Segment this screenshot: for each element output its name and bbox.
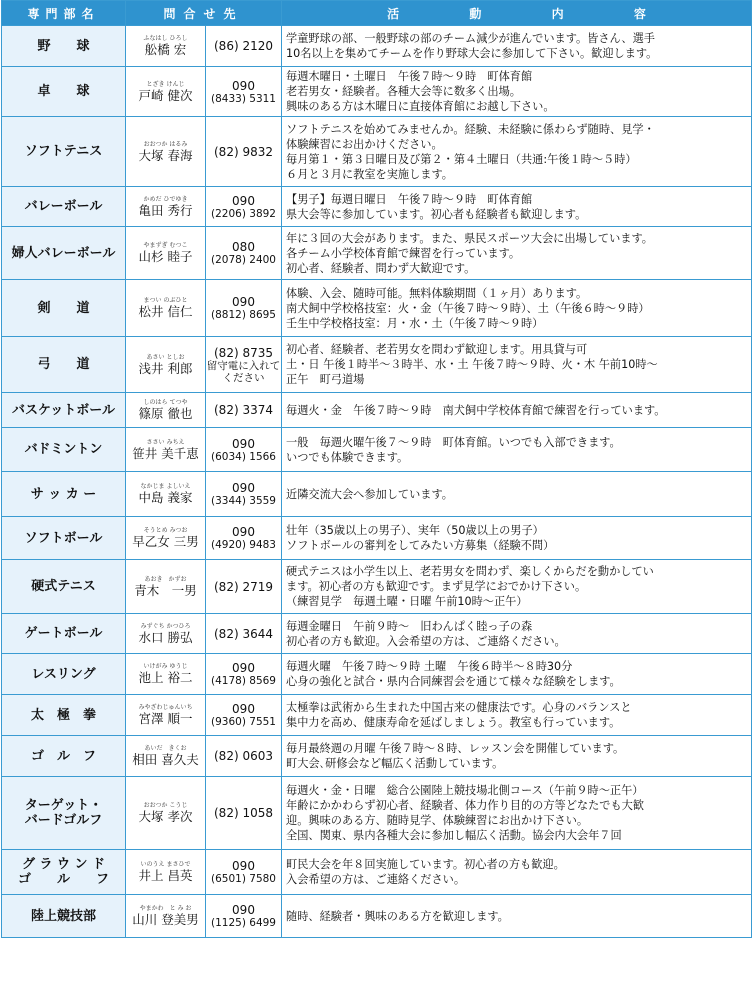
name-reading: やまずぎ むつこ — [143, 242, 188, 249]
phone-number — [206, 472, 282, 517]
activity-line: 正午 町弓道場 — [286, 373, 365, 386]
phone-line-2: (2206) 3892 — [211, 207, 276, 220]
activity-line: 体験、入会、随時可能。無料体験期間（１ヶ月）あります。 — [286, 286, 588, 300]
dept-name: バスケットボール — [2, 393, 126, 428]
activity-line: 土・日 午後１時半〜３時半、水・土 午後７時〜９時、火・木 午前10時〜 — [286, 358, 658, 371]
activity-line: 随時、経験者・興味のある方を歓迎します。 — [286, 909, 509, 923]
table-body — [2, 26, 752, 938]
phone-number — [206, 654, 282, 695]
header-activity — [282, 1, 752, 26]
dept-name: 弓 道 — [2, 337, 126, 393]
phone-line-1: (82) 2719 — [214, 579, 273, 594]
contact-person — [126, 26, 206, 67]
phone-number — [206, 560, 282, 614]
table-row — [2, 117, 752, 187]
contact-person — [126, 654, 206, 695]
contact-person — [126, 187, 206, 227]
activity-details — [282, 26, 752, 67]
contact-person — [126, 117, 206, 187]
name-reading: ささい みちえ — [146, 438, 185, 446]
contact-name: 篠原 徹也 — [138, 406, 193, 421]
table-row — [2, 654, 752, 695]
activity-line: ソフトテニスを始めてみませんか。経験、未経験に係わらず随時、見学・ — [286, 122, 655, 136]
activity-line: 集中力を高め、健康寿命を延ばしましょう。教室も行っています。 — [286, 716, 621, 729]
activity-line: 年齢にかかわらず初心者、経験者、体力作り目的の方等どなたでも大歓 — [286, 799, 645, 812]
phone-number — [206, 26, 282, 67]
activity-line: 老若男女・経験者。各種大会等に数多く出場。 — [286, 85, 521, 98]
dept-name: ソフトボール — [2, 517, 126, 560]
dept-name: 太 極 拳 — [2, 695, 126, 736]
activity-details — [282, 736, 752, 777]
dept-name-line: バードゴルフ — [24, 813, 103, 828]
contact-person — [126, 472, 206, 517]
name-reading: かめだ ひでゆき — [143, 195, 188, 203]
contact-person — [126, 560, 206, 614]
dept-name: レスリング — [2, 654, 126, 695]
activity-line: 心身の強化と試合・県内合同練習会を通じて様々な経験をします。 — [286, 675, 621, 688]
contact-name: 中島 義家 — [138, 490, 193, 505]
name-reading: やまかわ と み お — [139, 905, 192, 912]
table-row — [2, 187, 752, 227]
dept-name: 剣 道 — [2, 280, 126, 337]
dept-name: 婦人バレーボール — [2, 227, 126, 280]
contact-person — [126, 227, 206, 280]
activity-line: 体験練習にお出かけください。 — [286, 137, 443, 151]
contact-name: 大塚 春海 — [138, 147, 193, 163]
activity-line: 初心者、経験者、問わず大歓迎です。 — [286, 261, 476, 275]
phone-number — [206, 337, 282, 393]
phone-line-2: (6501) 7580 — [211, 873, 276, 885]
activity-details — [282, 67, 752, 117]
activity-details — [282, 560, 752, 614]
activity-line: 興味のある方は木曜日に直接体育館にお越し下さい。 — [286, 100, 555, 113]
activity-line: 一般 毎週火曜午後７〜９時 町体育館。いつでも入部できます。 — [286, 435, 621, 449]
phone-line-2: (4178) 8569 — [211, 675, 276, 687]
contact-person — [126, 337, 206, 393]
contact-person — [126, 67, 206, 117]
activity-line: 【男子】毎週日曜日 午後７時〜９時 町体育館 — [286, 192, 533, 206]
phone-line-1: 090 — [232, 193, 255, 208]
activity-details — [282, 614, 752, 654]
activity-line: 南犬飼中学校格技室：火・金（午後７時〜９時）、土（午後６時〜９時） — [286, 301, 650, 315]
dept-name: 陸上競技部 — [2, 895, 126, 938]
phone-line-1: 090 — [232, 702, 255, 716]
activity-details — [282, 895, 752, 938]
header-dept: 専門部名 — [2, 1, 126, 26]
name-reading: しのはら てつや — [143, 399, 188, 406]
name-reading: あおき かずお — [144, 575, 187, 583]
name-reading: あいだ きくお — [144, 745, 187, 752]
name-reading: まつい のぶひと — [143, 297, 188, 304]
contact-name: 水口 勝弘 — [138, 629, 193, 645]
phone-line-1: (82) 3644 — [214, 626, 273, 641]
contact-name: 舩橋 宏 — [144, 42, 187, 57]
phone-line-2: (2078) 2400 — [211, 254, 276, 266]
phone-number — [206, 428, 282, 472]
header-activity-char: 内 — [551, 6, 564, 21]
activity-line: 10名以上を集めてチームを作り野球大会に参加して下さい。歓迎します。 — [286, 47, 658, 60]
activity-line: 入会希望の方は、ご連絡ください。 — [286, 873, 466, 886]
activity-line: 年に３回の大会があります。また、県民スポーツ大会に出場しています。 — [286, 231, 653, 245]
phone-number — [206, 67, 282, 117]
contact-person — [126, 393, 206, 428]
table-row — [2, 337, 752, 393]
dept-name-line: ターゲット・ — [24, 798, 103, 813]
contact-name: 山川 登美男 — [132, 912, 199, 927]
activity-details — [282, 393, 752, 428]
phone-line-1: (82) 3374 — [214, 403, 273, 417]
activity-line: ６月と３月に教室を実施します。 — [286, 167, 453, 181]
contact-name: 井上 昌英 — [138, 868, 193, 883]
activity-line: 初心者の方も歓迎。入会希望の方は、ご連絡ください。 — [286, 634, 566, 648]
activity-details — [282, 280, 752, 337]
activity-line: ます。初心者の方も歓迎です。まず見学におでかけ下さい。 — [286, 580, 587, 593]
contact-name: 松井 信仁 — [138, 304, 193, 319]
name-reading: みやざわじゅんいち — [138, 704, 193, 711]
dept-name: 卓 球 — [2, 67, 126, 117]
header-activity-char: 容 — [633, 6, 646, 21]
name-reading: とざき けんじ — [146, 80, 185, 88]
name-reading: あさい としお — [146, 353, 185, 361]
phone-line-1: 090 — [232, 295, 255, 309]
name-reading: そうとめ みつお — [143, 527, 188, 534]
activity-line: 県大会等に参加しています。初心者も経験者も歓迎します。 — [286, 207, 587, 221]
activity-line: 町民大会を年８回実施しています。初心者の方も歓迎。 — [286, 858, 565, 871]
phone-line-2: (8433) 5311 — [211, 92, 276, 105]
phone-number — [206, 280, 282, 337]
phone-number — [206, 695, 282, 736]
clubs-table — [1, 0, 752, 938]
header-row — [2, 1, 752, 26]
dept-name: サ ッ カ ー — [2, 472, 126, 517]
contact-name: 亀田 秀行 — [138, 202, 193, 218]
table-row — [2, 227, 752, 280]
activity-details — [282, 227, 752, 280]
table-row — [2, 560, 752, 614]
phone-number — [206, 895, 282, 938]
phone-line-1: 090 — [232, 859, 255, 873]
dept-name: バドミントン — [2, 428, 126, 472]
phone-line-1: 090 — [232, 525, 255, 539]
activity-line: 全国、関東、県内各種大会に参加し幅広く活動。協会内大会年７回 — [286, 829, 622, 842]
phone-line-1: (82) 0603 — [214, 749, 273, 763]
table-row — [2, 280, 752, 337]
phone-line-2: 留守電に入れてください — [206, 359, 281, 384]
phone-number — [206, 614, 282, 654]
phone-number — [206, 187, 282, 227]
phone-line-1: 090 — [232, 481, 255, 495]
contact-name: 山杉 睦子 — [138, 249, 193, 264]
table-row — [2, 895, 752, 938]
dept-name: ソフトテニス — [2, 117, 126, 187]
dept-name — [2, 850, 126, 895]
dept-name: ゴ ル フ — [2, 736, 126, 777]
contact-person — [126, 777, 206, 850]
activity-line: 迎。興味のある方、随時見学、体験練習にお出かけ下さい。 — [286, 814, 589, 827]
contact-person — [126, 850, 206, 895]
contact-person — [126, 517, 206, 560]
name-reading: みずぐち かつひろ — [140, 622, 191, 630]
table-row — [2, 695, 752, 736]
activity-details — [282, 850, 752, 895]
table-row — [2, 26, 752, 67]
activity-details — [282, 337, 752, 393]
table-row — [2, 393, 752, 428]
dept-name: ゲートボール — [2, 614, 126, 654]
phone-line-1: 090 — [232, 436, 255, 451]
phone-number — [206, 850, 282, 895]
activity-line: 毎週火・金・日曜 総合公園陸上競技場北側コース（午前９時〜正午） — [286, 784, 644, 797]
header-activity-char: 活 — [387, 6, 400, 21]
name-reading: いけがみ ゆうじ — [143, 663, 188, 670]
contact-name: 笹井 美千恵 — [132, 445, 199, 461]
contact-name: 戸崎 健次 — [138, 87, 193, 103]
activity-line: 初心者、経験者、老若男女を問わず歓迎します。用具貸与可 — [286, 343, 588, 356]
contact-name: 青木 一男 — [134, 582, 197, 598]
table-row — [2, 614, 752, 654]
contact-person — [126, 280, 206, 337]
table-row — [2, 850, 752, 895]
contact-name: 宮澤 順一 — [138, 711, 193, 726]
dept-name-line: グ ラ ウ ン ド — [21, 857, 106, 872]
activity-details — [282, 654, 752, 695]
phone-line-1: (82) 8735 — [214, 345, 273, 360]
contact-name: 早乙女 三男 — [132, 534, 199, 549]
phone-line-2: (4920) 9483 — [211, 539, 276, 551]
table-row — [2, 736, 752, 777]
dept-name — [2, 777, 126, 850]
phone-number — [206, 736, 282, 777]
contact-person — [126, 428, 206, 472]
activity-line: 各チーム小学校体育館で練習を行っています。 — [286, 246, 521, 260]
phone-line-2: (6034) 1566 — [211, 450, 276, 463]
phone-line-1: 090 — [232, 661, 255, 675]
activity-line: （練習見学 毎週土曜・日曜 午前10時〜正午） — [286, 595, 528, 608]
activity-details — [282, 777, 752, 850]
activity-line: 学童野球の部、一般野球の部のチーム減少が進んでいます。皆さん、選手 — [286, 32, 655, 45]
phone-line-1: 090 — [232, 78, 255, 93]
contact-person — [126, 695, 206, 736]
contact-name: 大塚 孝次 — [138, 809, 193, 824]
phone-number — [206, 777, 282, 850]
activity-line: 毎月最終週の月曜 午後７時〜８時、レッスン会を開催しています。 — [286, 742, 625, 755]
phone-line-1: (82) 1058 — [214, 806, 273, 820]
phone-line-1: (86) 2120 — [214, 39, 273, 53]
activity-line: いつでも体験できます。 — [286, 450, 409, 464]
phone-line-1: (82) 9832 — [214, 144, 273, 159]
name-reading: おおつか はるみ — [143, 140, 188, 148]
name-reading: おおつか こうじ — [143, 802, 188, 809]
table-row — [2, 517, 752, 560]
name-reading: なかじま よしいえ — [140, 483, 191, 490]
activity-details — [282, 695, 752, 736]
activity-line: 毎週火曜 午後７時〜９時 土曜 午後６時半〜８時30分 — [286, 660, 573, 673]
contact-name: 池上 裕二 — [138, 670, 193, 685]
table-row — [2, 428, 752, 472]
contact-person — [126, 614, 206, 654]
activity-details — [282, 187, 752, 227]
phone-line-1: 090 — [232, 903, 255, 917]
name-reading: いのうえ まさひで — [140, 861, 191, 868]
dept-name: バレーボール — [2, 187, 126, 227]
activity-details — [282, 428, 752, 472]
phone-line-2: (8812) 8695 — [211, 309, 276, 321]
phone-number — [206, 517, 282, 560]
phone-line-2: (9360) 7551 — [211, 716, 276, 728]
contact-person — [126, 736, 206, 777]
table-row — [2, 67, 752, 117]
activity-line: 毎週金曜日 午前９時〜 旧わんぱく睦っ子の森 — [286, 619, 533, 633]
contact-name: 浅井 利郎 — [138, 360, 193, 376]
dept-name-line: ゴ ル フ — [17, 872, 109, 887]
activity-details — [282, 472, 752, 517]
activity-line: 毎週火・金 午後７時〜９時 南犬飼中学校体育館で練習を行っています。 — [286, 403, 666, 417]
activity-line: ソフトボールの審判をしてみたい方募集（経験不問） — [286, 539, 555, 552]
header-contact: 問合せ先 — [126, 1, 282, 26]
table-row — [2, 472, 752, 517]
activity-line: 壬生中学校格技室：月・水・土（午後７時〜９時） — [286, 316, 544, 330]
contact-person — [126, 895, 206, 938]
dept-name: 野 球 — [2, 26, 126, 67]
activity-line: 町大会､研修会など幅広く活動しています。 — [286, 757, 504, 770]
name-reading: ふなはし ひろし — [143, 35, 188, 42]
activity-details — [282, 117, 752, 187]
table-row — [2, 777, 752, 850]
phone-line-2: (1125) 6499 — [211, 917, 276, 929]
phone-number — [206, 117, 282, 187]
phone-number — [206, 393, 282, 428]
header-activity-char: 動 — [469, 6, 482, 21]
activity-line: 毎週木曜日・土曜日 午後７時〜９時 町体育館 — [286, 70, 533, 83]
activity-line: 毎月第１・第３日曜日及び第２・第４土曜日（共通:午後１時〜５時） — [286, 152, 637, 166]
activity-line: 壮年（35歳以上の男子）、実年（50歳以上の男子） — [286, 524, 544, 537]
phone-line-1: 080 — [232, 240, 255, 254]
activity-line: 近隣交流大会へ参加しています。 — [286, 487, 453, 501]
phone-number — [206, 227, 282, 280]
contact-name: 相田 喜久夫 — [132, 752, 199, 767]
activity-details — [282, 517, 752, 560]
activity-line: 硬式テニスは小学生以上、老若男女を問わず、楽しくからだを動かしてい — [286, 565, 654, 578]
dept-name: 硬式テニス — [2, 560, 126, 614]
activity-line: 太極拳は武術から生まれた中国古来の健康法です。心身のバランスと — [286, 701, 632, 714]
phone-line-2: (3344) 3559 — [211, 495, 276, 507]
